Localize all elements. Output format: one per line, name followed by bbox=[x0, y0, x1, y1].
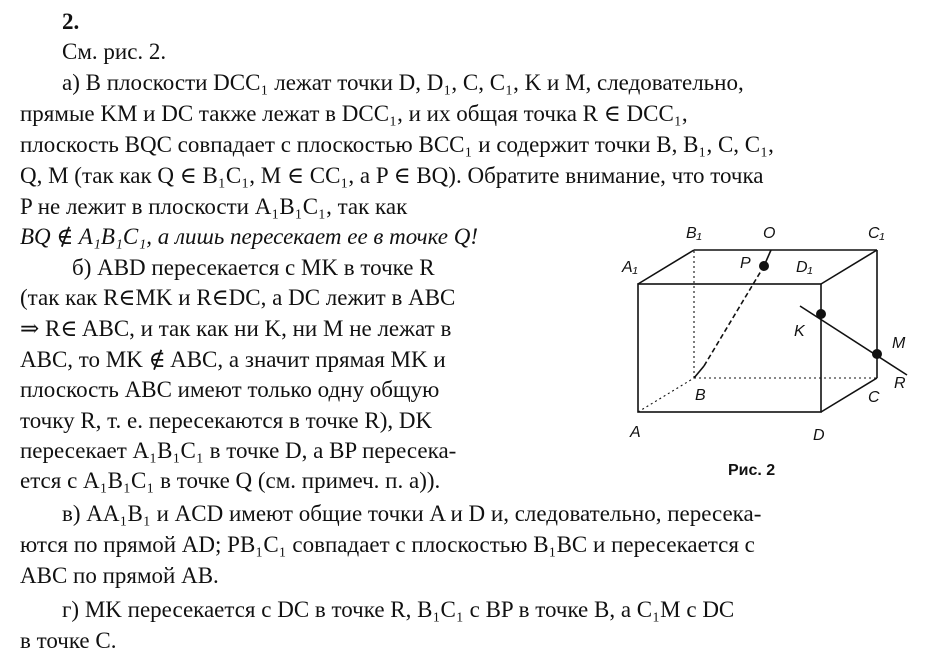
edge-A1-B1 bbox=[638, 250, 694, 284]
label-K: K bbox=[794, 323, 805, 340]
text-line-20: в точке C. bbox=[20, 628, 117, 653]
text-line-4: плоскость BQC совпадает с плоскостью BCC₁ и содержит точки B, B₁, C, C₁, bbox=[20, 132, 774, 157]
text-line-11: ABC, то MK ∉ ABC, а значит прямая MK и bbox=[20, 347, 446, 372]
label-B: B bbox=[695, 387, 706, 404]
edge-A-B-hidden bbox=[638, 378, 694, 412]
point-K bbox=[816, 309, 826, 319]
figure-cube bbox=[600, 216, 948, 490]
label-P: P bbox=[740, 255, 751, 272]
text-line-8: б) ABD пересекается с MK в точке R bbox=[72, 255, 435, 280]
text-line-15: ется с A₁B₁C₁ в точке Q (см. примеч. п. а)). bbox=[20, 468, 441, 493]
text-line-3: прямые KM и DC также лежат в DCC₁, и их общая точка R ∈ DCC₁, bbox=[20, 101, 688, 126]
label-R: R bbox=[894, 375, 906, 392]
label-M: M bbox=[892, 335, 906, 352]
text-line-14: пересекает A₁B₁C₁ в точке D, а BP пересека- bbox=[20, 438, 457, 463]
label-O: O bbox=[763, 225, 776, 242]
label-C: C bbox=[868, 389, 880, 406]
label-A1: A₁ bbox=[622, 259, 638, 276]
text-line-5: Q, M (так как Q ∈ B₁C₁, M ∈ CC₁, а P ∈ BQ). Обратите внимание, что точка bbox=[20, 163, 764, 188]
text-line-12: плоскость ABC имеют только одну общую bbox=[20, 377, 440, 402]
label-D1: D₁ bbox=[796, 259, 813, 276]
problem-number: 2. bbox=[62, 9, 80, 34]
text-line-13: точку R, т. е. пересекаются в точке R), DK bbox=[20, 408, 433, 433]
cube-diagram bbox=[600, 216, 948, 490]
text-line-6: P не лежит в плоскости A₁B₁C₁, так как bbox=[20, 194, 408, 219]
text-line-16: в) AA₁B₁ и ACD имеют общие точки A и D и, следовательно, пересека- bbox=[62, 501, 762, 526]
text-line-19: г) MK пересекается с DC в точке R, B₁C₁ с BP в точке B, а C₁M с DC bbox=[62, 597, 735, 622]
point-M bbox=[872, 349, 882, 359]
label-A: A bbox=[630, 424, 641, 441]
front-face bbox=[638, 284, 821, 412]
text-line-7: BQ ∉ A₁B₁C₁, а лишь пересекает ее в точке Q! bbox=[20, 224, 479, 249]
text-line-9: (так как R∈MK и R∈DC, а DC лежит в ABC bbox=[20, 285, 456, 310]
line-P-segment-dashed bbox=[704, 266, 764, 366]
line-K-M-R bbox=[800, 306, 907, 375]
label-B1: B₁ bbox=[686, 225, 702, 242]
text-line-17: ются по прямой AD; PB₁C₁ совпадает с плоскостью B₁BC и пересекается с bbox=[20, 532, 755, 557]
text-line-18: ABC по прямой AB. bbox=[20, 563, 219, 588]
text-line-1: См. рис. 2. bbox=[62, 39, 167, 64]
line-B-P bbox=[694, 366, 704, 378]
figure-caption: Рис. 2 bbox=[728, 462, 776, 479]
edge-D1-C1 bbox=[821, 250, 877, 284]
text-line-10: ⇒ R∈ ABC, и так как ни K, ни M не лежат в bbox=[20, 316, 452, 341]
label-C1: C₁ bbox=[868, 225, 885, 242]
text-line-2: а) В плоскости DCC₁ лежат точки D, D₁, C, C₁, K и M, следовательно, bbox=[62, 70, 744, 95]
point-P bbox=[759, 261, 769, 271]
label-D: D bbox=[813, 427, 825, 444]
